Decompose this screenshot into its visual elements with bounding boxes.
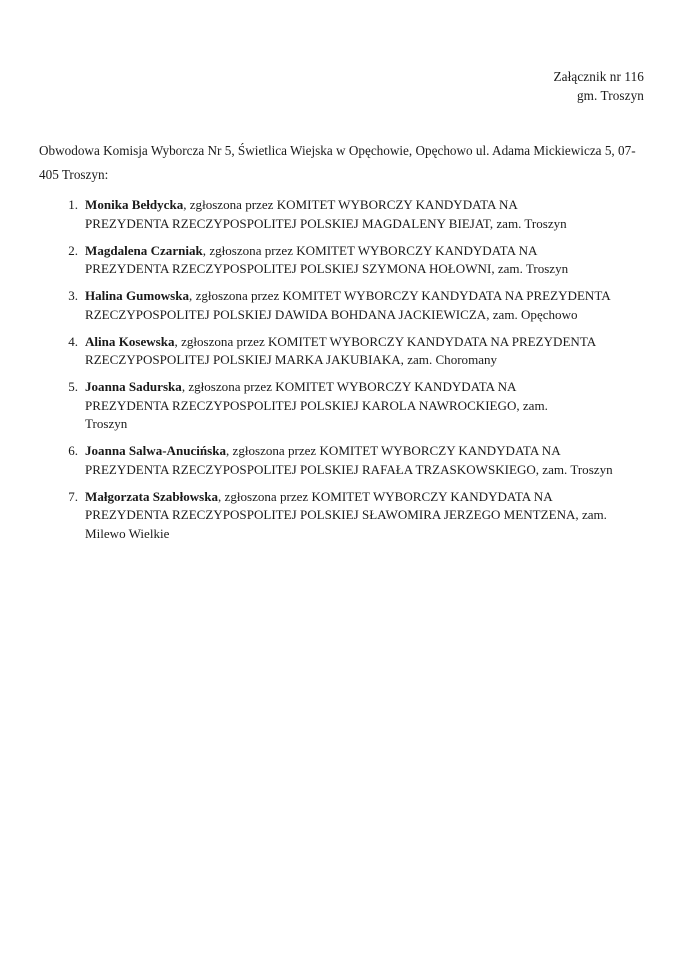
list-item — [39, 333, 645, 370]
municipality-name: gm. Troszyn — [576, 87, 644, 103]
candidate-name: Joanna Salwa-Anucińska — [85, 443, 227, 459]
list-item-number: 4. — [68, 333, 78, 349]
list-item — [39, 488, 621, 544]
list-item — [39, 287, 621, 324]
list-item-number: 1. — [68, 197, 78, 212]
candidate-name: Joanna Sadurska — [85, 379, 182, 395]
list-item-number: 5. — [68, 379, 78, 395]
candidate-name: Halina Gumowska — [85, 288, 190, 304]
candidate-details: , zgłoszona przez KOMITET WYBORCZY KANDYDATA NA PREZYDENTA RZECZYPOSPOLITEJ POLSKIEJ MARKA JAKUBIAKA, zam. Choromany — [85, 333, 596, 368]
candidate-details: , zgłoszona przez KOMITET WYBORCZY KANDYDATA NA PREZYDENTA RZECZYPOSPOLITEJ POLSKIEJ RAFAŁA TRZASKOWSKIEGO, zam. Troszyn — [85, 443, 613, 477]
candidate-details: , zgłoszona przez KOMITET WYBORCZY KANDYDATA NA PREZYDENTA RZECZYPOSPOLITEJ POLSKIEJ MAGDALENY BIEJAT, zam. Troszyn — [85, 197, 567, 231]
candidate-details: , zgłoszona przez KOMITET WYBORCZY KANDYDATA NA PREZYDENTA RZECZYPOSPOLITEJ POLSKIEJ SŁAWOMIRA JERZEGO MENTZENA, zam. Milewo Wielkie — [85, 488, 607, 541]
candidate-details: , zgłoszona przez KOMITET WYBORCZY KANDYDATA NA PREZYDENTA RZECZYPOSPOLITEJ POLSKIEJ SZYMONA HOŁOWNI, zam. Troszyn — [85, 242, 569, 277]
document-header — [554, 68, 644, 105]
attachment-number: Załącznik nr 116 — [553, 69, 644, 84]
candidate-name: Magdalena Czarniak — [85, 242, 203, 258]
list-item — [39, 196, 585, 233]
candidate-list — [39, 196, 651, 543]
list-item — [39, 378, 585, 434]
list-item-number: 7. — [68, 488, 78, 504]
commission-heading: Obwodowa Komisja Wyborcza Nr 5, Świetlica Wiejska w Opęchowie, Opęchowo ul. Adama Mickiewicza 5, 07-405 Troszyn: — [39, 143, 636, 182]
candidate-name: Małgorzata Szabłowska — [85, 488, 218, 504]
candidate-details: , zgłoszona przez KOMITET WYBORCZY KANDYDATA NA PREZYDENTA RZECZYPOSPOLITEJ POLSKIEJ DAWIDA BOHDANA JACKIEWICZA, zam. Opęchowo — [85, 288, 610, 322]
candidate-details: , zgłoszona przez KOMITET WYBORCZY KANDYDATA NA PREZYDENTA RZECZYPOSPOLITEJ POLSKIEJ KAROLA NAWROCKIEGO, zam. Troszyn — [85, 379, 548, 432]
list-item — [39, 442, 621, 479]
candidate-name: Alina Kosewska — [85, 333, 175, 349]
list-item-number: 2. — [68, 242, 78, 258]
list-item — [39, 242, 585, 279]
list-item-number: 3. — [68, 288, 78, 304]
list-item-number: 6. — [68, 443, 78, 459]
candidate-name: Monika Bełdycka — [85, 197, 184, 212]
